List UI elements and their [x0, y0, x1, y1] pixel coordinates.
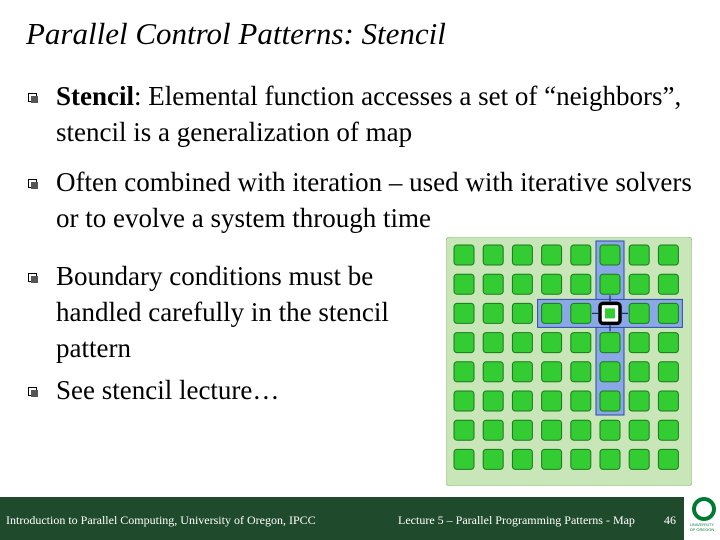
footer-lecture: Lecture 5 – Parallel Programming Patterns - Map — [398, 513, 635, 527]
grid-cell — [454, 391, 474, 411]
grid-cell — [512, 391, 532, 411]
diagram-background — [446, 237, 692, 486]
slide-title: Parallel Control Patterns: Stencil — [26, 16, 446, 51]
grid-cell — [483, 420, 503, 440]
grid-cell — [512, 362, 532, 382]
grid-cell — [629, 449, 649, 469]
grid-cell — [483, 391, 503, 411]
grid-cell — [542, 449, 562, 469]
university-of-oregon-logo-icon — [684, 494, 720, 540]
grid-cell — [483, 245, 503, 265]
grid-cell — [629, 274, 649, 294]
grid-cell — [571, 449, 591, 469]
bullet-text: See stencil lecture… — [56, 375, 280, 405]
grid-cell — [629, 333, 649, 353]
grid-cell — [512, 245, 532, 265]
bullet-body: : Elemental function accesses a set of “neighbors”, stencil is a generalization of map — [56, 81, 682, 147]
grid-cell — [600, 420, 620, 440]
grid-cell — [658, 333, 678, 353]
grid-cell — [658, 245, 678, 265]
logo-line: OF OREGON — [689, 527, 715, 532]
grid-cell — [542, 245, 562, 265]
grid-cell — [600, 449, 620, 469]
bullet-text — [28, 78, 718, 150]
grid-cell — [454, 449, 474, 469]
grid-cell — [483, 333, 503, 353]
oregon-o-icon — [692, 497, 716, 521]
grid-cell — [600, 333, 620, 353]
grid-cell — [629, 362, 649, 382]
logo-wordmark — [688, 522, 716, 532]
grid-cell — [512, 449, 532, 469]
grid-cell — [483, 449, 503, 469]
page-number: 46 — [664, 513, 676, 527]
checkbox-bullet-icon — [28, 273, 37, 282]
grid-cell — [542, 303, 562, 323]
grid-cell — [600, 391, 620, 411]
bullet-stencil — [28, 78, 718, 150]
grid-cell — [542, 420, 562, 440]
center-cell-fill — [605, 308, 615, 318]
grid-cell — [571, 245, 591, 265]
grid-cell — [454, 303, 474, 323]
footer-course: Introduction to Parallel Computing, University of Oregon, IPCC — [6, 513, 316, 527]
bullet-bold: Stencil — [56, 81, 134, 111]
grid-cell — [454, 333, 474, 353]
grid-cell — [658, 303, 678, 323]
grid-cell — [542, 333, 562, 353]
footer-bar — [0, 497, 710, 540]
grid-cell — [658, 274, 678, 294]
checkbox-bullet-icon — [28, 179, 37, 188]
grid-cell — [658, 391, 678, 411]
grid-cell — [454, 274, 474, 294]
grid-cell — [571, 303, 591, 323]
bullet-boundary — [28, 258, 418, 366]
grid-cell — [542, 362, 562, 382]
bullet-see-lecture — [28, 372, 418, 408]
grid-cell — [658, 449, 678, 469]
grid-cell — [542, 391, 562, 411]
grid-cell — [600, 274, 620, 294]
logo-line: UNIVERSITY — [689, 522, 714, 527]
bullet-text: Boundary conditions must be handled carefully in the stencil pattern — [56, 261, 389, 363]
checkbox-bullet-icon — [28, 387, 37, 396]
grid-cell — [629, 420, 649, 440]
grid-cell — [454, 245, 474, 265]
grid-cell — [658, 420, 678, 440]
grid-cell — [571, 333, 591, 353]
grid-cell — [454, 420, 474, 440]
grid-cell — [600, 362, 620, 382]
grid-cell — [571, 274, 591, 294]
grid-cell — [629, 391, 649, 411]
grid-cell — [454, 362, 474, 382]
grid-cell — [571, 420, 591, 440]
grid-cell — [512, 420, 532, 440]
checkbox-bullet-icon — [28, 93, 37, 102]
grid-cell — [512, 303, 532, 323]
bullet-iteration — [28, 164, 718, 236]
grid-cell — [483, 303, 503, 323]
grid-cell — [629, 303, 649, 323]
grid-cell — [600, 245, 620, 265]
bullet-text: Often combined with iteration – used with iterative solvers or to evolve a system through time — [56, 167, 692, 233]
stencil-diagram — [446, 237, 692, 486]
grid-cell — [571, 362, 591, 382]
grid-cell — [512, 333, 532, 353]
grid-cell — [658, 362, 678, 382]
grid-cell — [512, 274, 532, 294]
grid-cell — [483, 362, 503, 382]
grid-cell — [542, 274, 562, 294]
grid-cell — [483, 274, 503, 294]
grid-cell — [571, 391, 591, 411]
grid-cell — [629, 245, 649, 265]
stencil-grid-svg — [446, 237, 692, 486]
